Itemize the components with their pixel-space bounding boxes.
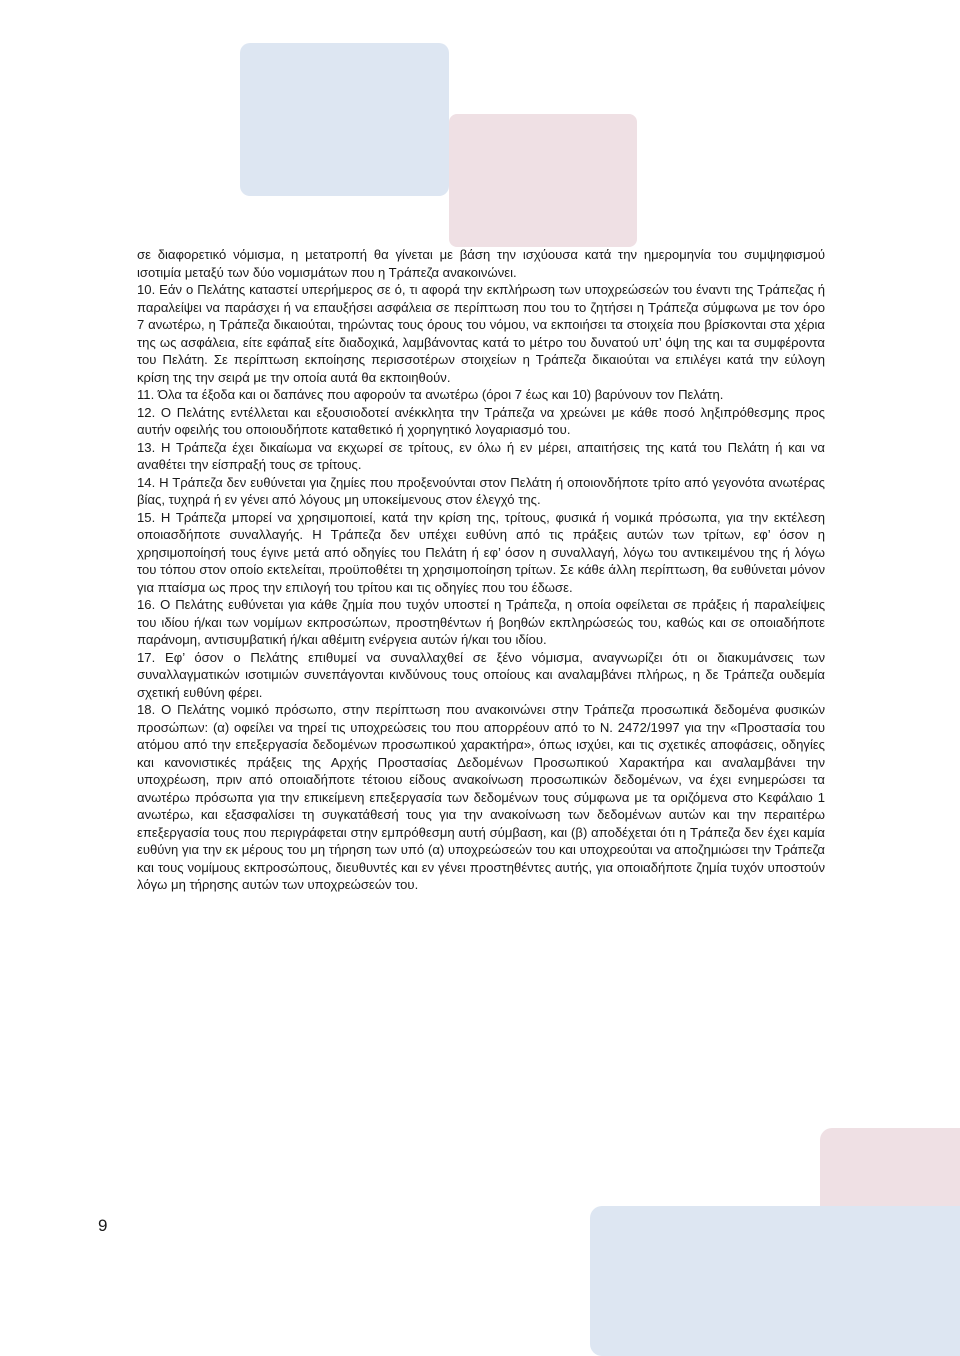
paragraph-term-14: 14. Η Τράπεζα δεν ευθύνεται για ζημίες που προξενούνται στον Πελάτη ή οποιονδήποτε τρίτο από γεγονότα ανωτέρας βίας, τυχηρά ή εν γένει από λόγους μη υποκείμενους στον έλεγχό της. [137,474,825,507]
paragraph-term-18: 18. Ο Πελάτης νομικό πρόσωπο, στην περίπτωση που ανακοινώνει στην Τράπεζα προσωπικά δεδομένα φυσικών προσώπων: (α) οφείλει να τηρεί τις υποχρεώσεις του που απορρέουν από το Ν. 2472/1997 για την «Προστασία του ατόμου από την επεξεργασία δεδομένων προσωπικού χαρακτήρα», όπως ισχύει, και τις σχετικές αποφάσεις, οδηγίες και κανονιστικές πράξεις της Αρχής Προστασίας Δεδομένων Προσωπικού Χαρακτήρα και αναλαμβάνει την υποχρέωση, πριν από οποιαδήποτε τέτοιου είδους ανακοίνωση προσωπικών δεδομένων, να έχει ενημερώσει τα ανωτέρω πρόσωπα για την επικείμενη επεξεργασία των δεδομένων τους σύμφωνα με τα οριζόμενα στο Κεφάλαιο 1 ανωτέρω, και εξασφαλίσει τη συγκατάθεσή τους για την ανακοίνωση των δεδομένων αυτών και την περαιτέρω επεξεργασία τους που περιγράφεται στην εμπρόθεσμη αυτή σύμβαση, και (β) αποδέχεται ότι η Τράπεζα δεν έχει καμία ευθύνη για την εκ μέρους του μη τήρηση των υπό (α) υποχρεώσεών του και υποχρεούται να αποζημιώσει την Τράπεζα και τους νομίμους εκπροσώπους, διευθυντές και εν γένει προστηθέντες αυτής, για οποιαδήποτε ζημία τυχόν υποστούν λόγω μη τήρησης αυτών των υποχρεώσεών του. [137,702,825,892]
document-body [137,246,825,894]
paragraph-term-16: 16. Ο Πελάτης ευθύνεται για κάθε ζημία που τυχόν υποστεί η Τράπεζα, η οποία οφείλεται σε πράξεις ή παραλείψεις του ιδίου ή/και των νομίμων εκπροσώπων, προστηθέντων ή βοηθών εκπληρώσεώς του, καθώς και σε οποιαδήποτε παράνομη, αντισυμβατική ή/και αθέμιτη ενέργεια αυτών ή/και του ιδίου. [137,597,825,647]
paragraph-term-10: 10. Εάν ο Πελάτης καταστεί υπερήμερος σε ό, τι αφορά την εκπλήρωση των υποχρεώσεών του έναντι της Τράπεζας ή παραλείψει να παράσχει ή να επαυξήσει ασφάλεια σε περίπτωση που του το ζητήσει η Τράπεζα σύμφωνα με τον όρο 7 ανωτέρω, η Τράπεζα δικαιούται, τηρώντας τους όρους του νόμου, να εκποιήσει τα στοιχεία που βρίσκονται στα χέρια της ως ασφάλεια, είτε εφάπαξ είτε διαδοχικά, λαμβάνοντας κατά το μέτρο του δυνατού υπ’ όψη της και τα συμφέροντα του Πελάτη. Σε περίπτωση εκποίησης περισσοτέρων στοιχείων η Τράπεζα δικαιούται να επιλέγει κατά την εύλογη κρίση της την σειρά με την οποία αυτά θα εκποιηθούν. [137,282,825,385]
paragraph-term-13: 13. Η Τράπεζα έχει δικαίωμα να εκχωρεί σε τρίτους, εν όλω ή εν μέρει, απαιτήσεις της κατά του Πελάτη ή και να αναθέτει την είσπραξή τους σε τρίτους. [137,439,825,472]
paragraph-continuation: σε διαφορετικό νόμισμα, η μετατροπή θα γίνεται με βάση την ισχύουσα κατά την ημερομηνία του συμψηφισμού ισοτιμία μεταξύ των δύο νομισμάτων που η Τράπεζα ανακοινώνει. [137,247,825,280]
paragraph-term-15: 15. Η Τράπεζα μπορεί να χρησιμοποιεί, κατά την κρίση της, τρίτους, φυσικά ή νομικά πρόσωπα, για την εκτέλεση οποιασδήποτε συναλλαγής. Η Τράπεζα δεν υπέχει ευθύνη από τις πράξεις αυτών των τρίτων, εφ’ όσον η χρησιμοποίησή τους έγινε μετά από οδηγίες του Πελάτη ή εφ’ όσον η συναλλαγή, λόγω του αντικειμένου της ή λόγω του τόπου στον οποίο εκτελείται, προϋποθέτει τη χρησιμοποίηση τρίτων. Σε κάθε άλλη περίπτωση, θα ευθύνεται μόνον για πταίσμα ως προς την επιλογή του τρίτου και τις οδηγίες που του έδωσε. [137,509,825,595]
paragraph-term-17: 17. Εφ’ όσον ο Πελάτης επιθυμεί να συναλλαχθεί σε ξένο νόμισμα, αναγνωρίζει ότι οι διακυμάνσεις των συναλλαγματικών ισοτιμιών συνεπάγονται κινδύνους τους οποίους και αναλαμβάνει πλήρως, η δε Τράπεζα ουδεμία σχετική ευθύνη φέρει. [137,649,825,700]
paragraph-term-11: 11. Όλα τα έξοδα και οι δαπάνες που αφορούν τα ανωτέρω (όροι 7 έως και 10) βαρύνουν τον Πελάτη. [137,387,724,402]
page-number: 9 [98,1216,108,1235]
decorative-pink-square-top [449,114,637,247]
paragraph-term-12: 12. Ο Πελάτης εντέλλεται και εξουσιοδοτεί ανέκκλητα την Τράπεζα να χρεώνει με κάθε ποσό ληξιπρόθεσμης προς αυτήν οφειλής του οποιουδήποτε καταθετικό ή χορηγητικό λογαριασμό του. [137,404,825,437]
decorative-blue-square-top [240,43,449,196]
decorative-blue-square-bottom [590,1206,960,1356]
